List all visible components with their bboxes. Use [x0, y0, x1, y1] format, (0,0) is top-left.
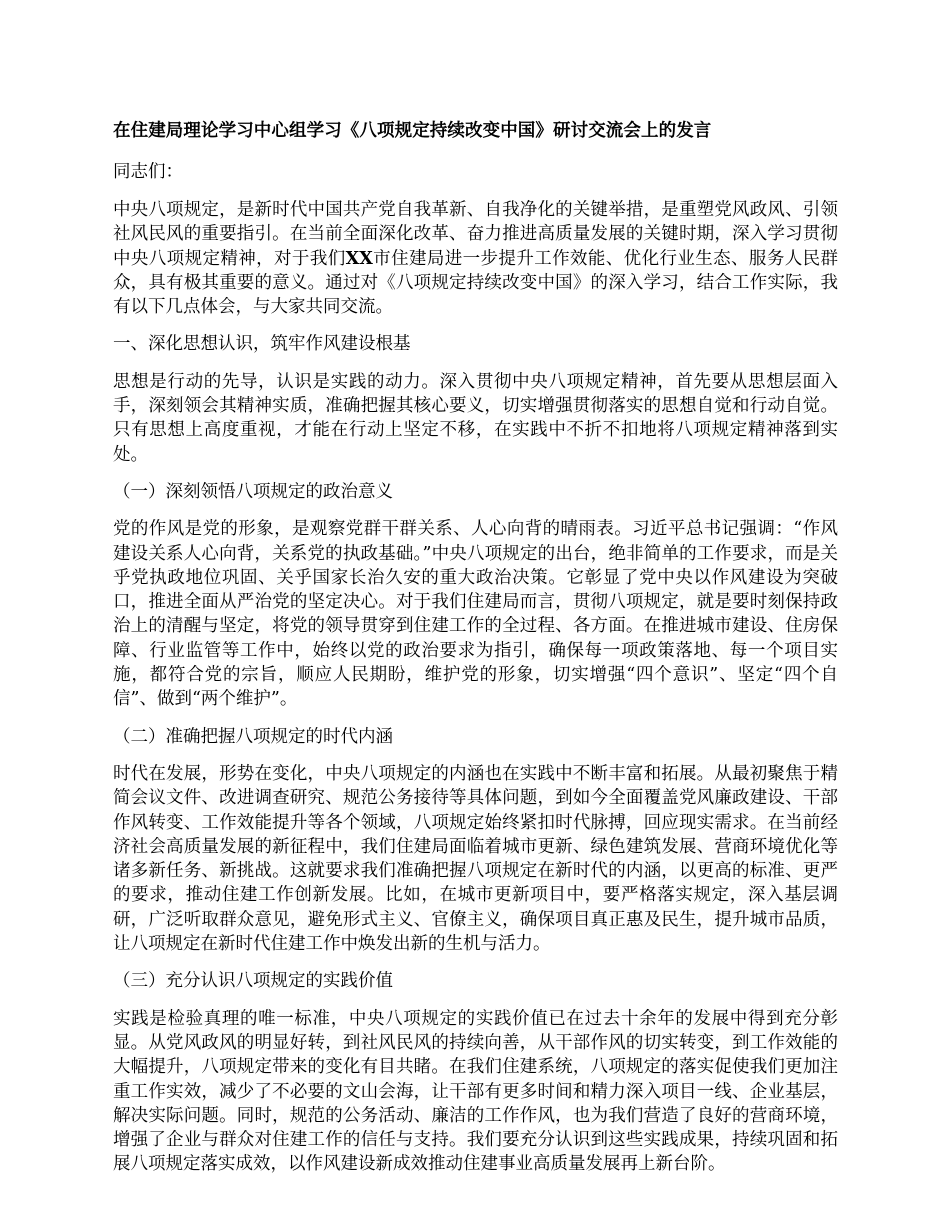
intro-text-part-2: 市住建局进一步提升工作效能、优化行业生态、服务人民群众，具有极其重要的意义。通过对《八项规定持续改变中国》的深入学习，结合工作实际，我有以下几点体会，与大家共同交流。 [113, 248, 839, 318]
subsection-1-3-paragraph: 实践是检验真理的唯一标准，中央八项规定的实践价值已在过去十余年的发展中得到充分彰显。从党风政风的明显好转，到社风民风的持续向善，从干部作风的切实转变，到工作效能的大幅提升，八项规定带来的变化有目共睹。在我们住建系统，八项规定的落实促使我们更加注重工作实效，减少了不必要的文山会海，让干部有更多时间和精力深入项目一线、企业基层，解决实际问题。同时，规范的公务活动、廉洁的工作作风，也为我们营造了良好的营商环境，增强了企业与群众对住建工作的信任与支持。我们要充分认识到这些实践成果，持续巩固和拓展八项规定落实成效，以作风建设新成效推动住建事业高质量发展再上新台阶。 [113, 1008, 838, 1175]
subsection-1-3-heading: （三）充分认识八项规定的实践价值 [113, 971, 393, 992]
subsection-1-2-paragraph: 时代在发展，形势在变化，中央八项规定的内涵也在实践中不断丰富和拓展。从最初聚焦于精简会议文件、改进调查研究、规范公务接待等具体问题，到如今全面覆盖党风廉政建设、干部作风转变、工作效能提升等各个领域，八项规定始终紧扣时代脉搏，回应现实需求。在当前经济社会高质量发展的新征程中，我们住建局面临着城市更新、绿色建筑发展、营商环境优化等诸多新任务、新挑战。这就要求我们准确把握八项规定在新时代的内涵，以更高的标准、更严的要求，推动住建工作创新发展。比如，在城市更新项目中，要严格落实规定，深入基层调研，广泛听取群众意见，避免形式主义、官僚主义，确保项目真正惠及民生，提升城市品质，让八项规定在新时代住建工作中焕发出新的生机与活力。 [113, 763, 838, 955]
subsection-1-1-paragraph: 党的作风是党的形象，是观察党群干群关系、人心向背的晴雨表。习近平总书记强调：“作风建设关系人心向背，关系党的执政基础。”中央八项规定的出台，绝非简单的工作要求，而是关乎党执政地位巩固、关乎国家长治久安的重大政治决策。它彰显了党中央以作风建设为突破口，推进全面从严治党的坚定决心。对于我们住建局而言，贯彻八项规定，就是要时刻保持政治上的清醒与坚定，将党的领导贯穿到住建工作的全过程、各方面。在推进城市建设、住房保障、行业监管等工作中，始终以党的政治要求为指引，确保每一项政策落地、每一个项目实施，都符合党的宗旨，顺应人民期盼，维护党的形象，切实增强“四个意识”、坚定“四个自信”、做到“两个维护”。 [113, 519, 838, 710]
subsection-1-1-heading: （一）深刻领悟八项规定的政治意义 [113, 481, 393, 502]
page-title: 在住建局理论学习中心组学习《八项规定持续改变中国》研讨交流会上的发言 [113, 121, 712, 141]
section-1-paragraph: 思想是行动的先导，认识是实践的动力。深入贯彻中央八项规定精神，首先要从思想层面入手，深刻领会其精神实质，准确把握其核心要义，切实增强贯彻落实的思想自觉和行动自觉。只有思想上高度重视，才能在行动上坚定不移，在实践中不折不扣地将八项规定精神落到实处。 [113, 371, 838, 465]
section-1-heading: 一、深化思想认识，筑牢作风建设根基 [113, 334, 411, 355]
subsection-1-2-heading: （二）准确把握八项规定的时代内涵 [113, 726, 393, 747]
salutation: 同志们： [113, 162, 183, 182]
intro-paragraph [113, 198, 838, 319]
intro-text-part-1: 中央八项规定，是新时代中国共产党自我革新、自我净化的关键举措，是重塑党风政风、引领社风民风的重要指引。在当前全面深化改革、奋力推进高质量发展的关键时期，深入学习贯彻中央八项规定精神，对于我们 [113, 200, 838, 269]
intro-emphasis-placeholder: XX [345, 248, 373, 269]
